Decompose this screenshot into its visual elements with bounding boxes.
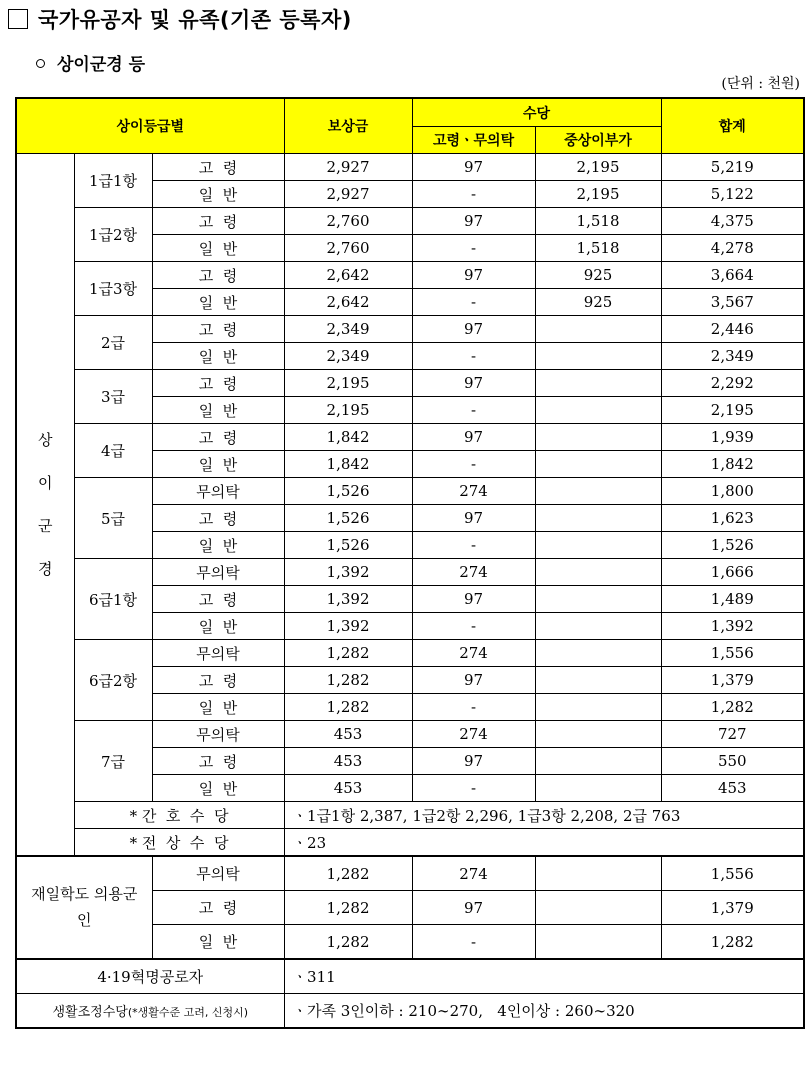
row-type: 무의탁 <box>152 559 284 586</box>
compensation-value: 1,282 <box>284 891 412 925</box>
total-value: 453 <box>661 775 804 802</box>
row-type: 무의탁 <box>152 721 284 748</box>
severe-allowance-value <box>535 748 661 775</box>
war-injury-allowance-label: * 전 상 수 당 <box>74 829 284 857</box>
group-label-char: 군 <box>38 516 53 535</box>
header-elderly: 고령ㆍ무의탁 <box>412 127 535 154</box>
elderly-allowance-value: 274 <box>412 640 535 667</box>
severe-allowance-value <box>535 694 661 721</box>
table-row <box>16 856 804 891</box>
compensation-value: 2,927 <box>284 154 412 181</box>
row-type: 일 반 <box>152 235 284 262</box>
row-type: 고 령 <box>152 208 284 235</box>
table-row <box>16 154 804 181</box>
nursing-allowance-row <box>16 802 804 829</box>
table-row <box>16 262 804 289</box>
elderly-allowance-value: - <box>412 397 535 424</box>
compensation-value: 1,526 <box>284 478 412 505</box>
compensation-value: 453 <box>284 748 412 775</box>
row-type: 일 반 <box>152 181 284 208</box>
severe-allowance-value <box>535 925 661 960</box>
total-value: 1,392 <box>661 613 804 640</box>
group-label-char: 이 <box>38 473 53 492</box>
severe-allowance-value: 925 <box>535 289 661 316</box>
table-row <box>16 370 804 397</box>
compensation-value: 2,927 <box>284 181 412 208</box>
compensation-value: 2,642 <box>284 289 412 316</box>
compensation-value: 1,282 <box>284 667 412 694</box>
total-value: 550 <box>661 748 804 775</box>
compensation-value: 2,642 <box>284 262 412 289</box>
elderly-allowance-value: - <box>412 181 535 208</box>
table-row <box>16 316 804 343</box>
total-value: 1,379 <box>661 667 804 694</box>
header-total: 합계 <box>661 98 804 154</box>
severe-allowance-value <box>535 559 661 586</box>
severe-allowance-value <box>535 775 661 802</box>
row-type: 고 령 <box>152 748 284 775</box>
compensation-value: 1,282 <box>284 856 412 891</box>
elderly-allowance-value: 97 <box>412 505 535 532</box>
compensation-value: 2,349 <box>284 343 412 370</box>
row-type: 무의탁 <box>152 856 284 891</box>
unit-label: (단위 : 천원) <box>721 76 800 92</box>
grade-name: 6급2항 <box>74 640 152 721</box>
total-value: 1,939 <box>661 424 804 451</box>
severe-allowance-value <box>535 397 661 424</box>
elderly-allowance-value: - <box>412 532 535 559</box>
table-row <box>16 721 804 748</box>
elderly-allowance-value: - <box>412 775 535 802</box>
severe-allowance-value <box>535 424 661 451</box>
elderly-allowance-value: 97 <box>412 154 535 181</box>
elderly-allowance-value: 97 <box>412 316 535 343</box>
compensation-value: 1,282 <box>284 694 412 721</box>
page-title-text: 국가유공자 및 유족(기존 등록자) <box>38 8 352 32</box>
severe-allowance-value <box>535 505 661 532</box>
nursing-allowance-value: ㆍ1급1항 2,387, 1급2항 2,296, 1급3항 2,208, 2급 763 <box>284 802 804 829</box>
total-value: 2,349 <box>661 343 804 370</box>
compensation-value: 1,392 <box>284 613 412 640</box>
grade-name: 1급2항 <box>74 208 152 262</box>
total-value: 1,489 <box>661 586 804 613</box>
living-allowance-note: (*생활수준 고려, 신청시) <box>127 1006 249 1019</box>
group-label-sangigungyeong <box>16 154 74 857</box>
total-value: 1,666 <box>661 559 804 586</box>
severe-allowance-value <box>535 613 661 640</box>
severe-allowance-value <box>535 721 661 748</box>
row-type: 고 령 <box>152 154 284 181</box>
table-row <box>16 478 804 505</box>
compensation-value: 2,195 <box>284 397 412 424</box>
compensation-value: 1,392 <box>284 586 412 613</box>
compensation-value: 1,842 <box>284 424 412 451</box>
living-allowance-label <box>16 994 284 1029</box>
total-value: 1,556 <box>661 856 804 891</box>
table-row <box>16 208 804 235</box>
compensation-value: 1,282 <box>284 640 412 667</box>
subtitle-text: 상이군경 등 <box>57 55 146 75</box>
elderly-allowance-value: - <box>412 451 535 478</box>
row-type: 일 반 <box>152 532 284 559</box>
compensation-value: 1,842 <box>284 451 412 478</box>
elderly-allowance-value: 97 <box>412 208 535 235</box>
living-allowance-label-text: 생활조정수당 <box>52 1005 128 1020</box>
elderly-allowance-value: 97 <box>412 667 535 694</box>
total-value: 1,379 <box>661 891 804 925</box>
war-injury-allowance-row <box>16 829 804 857</box>
compensation-value: 453 <box>284 721 412 748</box>
elderly-allowance-value: 274 <box>412 478 535 505</box>
total-value: 4,375 <box>661 208 804 235</box>
total-value: 2,195 <box>661 397 804 424</box>
total-value: 3,664 <box>661 262 804 289</box>
severe-allowance-value <box>535 478 661 505</box>
total-value: 1,842 <box>661 451 804 478</box>
row-type: 일 반 <box>152 613 284 640</box>
row-type: 일 반 <box>152 343 284 370</box>
elderly-allowance-value: - <box>412 235 535 262</box>
total-value: 1,282 <box>661 925 804 960</box>
severe-allowance-value: 925 <box>535 262 661 289</box>
elderly-allowance-value: 274 <box>412 559 535 586</box>
severe-allowance-value <box>535 532 661 559</box>
compensation-value: 1,526 <box>284 532 412 559</box>
severe-allowance-value <box>535 856 661 891</box>
total-value: 727 <box>661 721 804 748</box>
row-type: 무의탁 <box>152 640 284 667</box>
elderly-allowance-value: - <box>412 289 535 316</box>
compensation-value: 2,760 <box>284 235 412 262</box>
table-row <box>16 559 804 586</box>
section-subtitle <box>36 50 145 75</box>
war-injury-allowance-value: ㆍ23 <box>284 829 804 857</box>
elderly-allowance-value: 97 <box>412 586 535 613</box>
elderly-allowance-value: 97 <box>412 748 535 775</box>
row-type: 일 반 <box>152 397 284 424</box>
grade-name: 2급 <box>74 316 152 370</box>
japan-student-volunteer-label: 재일학도 의용군인 <box>16 856 152 959</box>
circle-bullet-icon <box>36 59 45 68</box>
total-value: 5,122 <box>661 181 804 208</box>
severe-allowance-value: 2,195 <box>535 154 661 181</box>
group-label-char: 상 <box>38 430 53 449</box>
page-title <box>8 4 352 34</box>
header-severe: 중상이부가 <box>535 127 661 154</box>
row-type: 일 반 <box>152 694 284 721</box>
total-value: 1,526 <box>661 532 804 559</box>
row-type: 고 령 <box>152 505 284 532</box>
elderly-allowance-value: 97 <box>412 370 535 397</box>
april19-value: ㆍ311 <box>284 959 804 994</box>
total-value: 4,278 <box>661 235 804 262</box>
grade-name: 1급1항 <box>74 154 152 208</box>
table-row <box>16 424 804 451</box>
group-label-char: 경 <box>38 559 53 578</box>
grade-name: 7급 <box>74 721 152 802</box>
compensation-value: 2,349 <box>284 316 412 343</box>
table-row <box>16 640 804 667</box>
grade-name: 4급 <box>74 424 152 478</box>
grade-name: 1급3항 <box>74 262 152 316</box>
row-type: 일 반 <box>152 775 284 802</box>
severe-allowance-value <box>535 343 661 370</box>
compensation-value: 1,526 <box>284 505 412 532</box>
elderly-allowance-value: 97 <box>412 891 535 925</box>
elderly-allowance-value: - <box>412 343 535 370</box>
severe-allowance-value: 1,518 <box>535 208 661 235</box>
row-type: 무의탁 <box>152 478 284 505</box>
severe-allowance-value <box>535 891 661 925</box>
severe-allowance-value: 1,518 <box>535 235 661 262</box>
nursing-allowance-label: * 간 호 수 당 <box>74 802 284 829</box>
row-type: 고 령 <box>152 316 284 343</box>
elderly-allowance-value: 97 <box>412 262 535 289</box>
grade-name: 6급1항 <box>74 559 152 640</box>
total-value: 5,219 <box>661 154 804 181</box>
header-allowance: 수당 <box>412 98 661 127</box>
total-value: 1,556 <box>661 640 804 667</box>
severe-allowance-value <box>535 640 661 667</box>
severe-allowance-value: 2,195 <box>535 181 661 208</box>
header-grade: 상이등급별 <box>16 98 284 154</box>
compensation-value: 453 <box>284 775 412 802</box>
living-allowance-row <box>16 994 804 1029</box>
total-value: 2,446 <box>661 316 804 343</box>
compensation-value: 1,282 <box>284 925 412 960</box>
living-allowance-value: ㆍ가족 3인이하 : 210∼270, 4인이상 : 260∼320 <box>284 994 804 1029</box>
row-type: 일 반 <box>152 451 284 478</box>
severe-allowance-value <box>535 586 661 613</box>
severe-allowance-value <box>535 316 661 343</box>
row-type: 일 반 <box>152 925 284 960</box>
april19-label: 4·19혁명공로자 <box>16 959 284 994</box>
elderly-allowance-value: - <box>412 613 535 640</box>
elderly-allowance-value: - <box>412 925 535 960</box>
row-type: 고 령 <box>152 586 284 613</box>
total-value: 1,282 <box>661 694 804 721</box>
row-type: 고 령 <box>152 667 284 694</box>
april19-row <box>16 959 804 994</box>
compensation-value: 2,195 <box>284 370 412 397</box>
total-value: 2,292 <box>661 370 804 397</box>
row-type: 일 반 <box>152 289 284 316</box>
row-type: 고 령 <box>152 891 284 925</box>
row-type: 고 령 <box>152 262 284 289</box>
elderly-allowance-value: 274 <box>412 856 535 891</box>
total-value: 3,567 <box>661 289 804 316</box>
compensation-table <box>15 97 805 1029</box>
severe-allowance-value <box>535 370 661 397</box>
row-type: 고 령 <box>152 424 284 451</box>
header-compensation: 보상금 <box>284 98 412 154</box>
total-value: 1,623 <box>661 505 804 532</box>
compensation-value: 2,760 <box>284 208 412 235</box>
grade-name: 5급 <box>74 478 152 559</box>
elderly-allowance-value: 97 <box>412 424 535 451</box>
row-type: 고 령 <box>152 370 284 397</box>
severe-allowance-value <box>535 451 661 478</box>
grade-name: 3급 <box>74 370 152 424</box>
elderly-allowance-value: 274 <box>412 721 535 748</box>
elderly-allowance-value: - <box>412 694 535 721</box>
total-value: 1,800 <box>661 478 804 505</box>
checkbox-square-icon <box>8 9 28 29</box>
severe-allowance-value <box>535 667 661 694</box>
compensation-value: 1,392 <box>284 559 412 586</box>
